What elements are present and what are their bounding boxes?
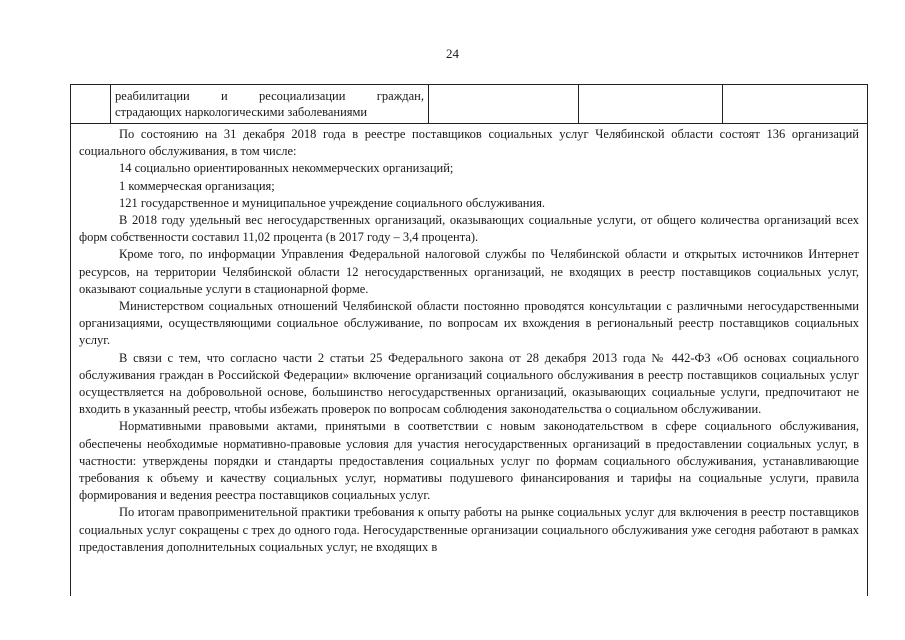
paragraph: По состоянию на 31 декабря 2018 года в реестре поставщиков социальных услуг Челябинской области состоят 136 организаций социального обслуживания, в том числе: — [79, 127, 859, 159]
paragraph: Кроме того, по информации Управления Федеральной налоговой службы по Челябинской области и открытых источников Интернет ресурсов, на территории Челябинской области 12 негосударственных организаций, не входящих в реестр поставщиков социальных услуг, оказывают социальные услуги в стационарной форме. — [79, 247, 859, 296]
paragraph-list-item: 1 коммерческая организация; — [119, 178, 275, 193]
document-frame — [70, 84, 868, 596]
table-cell-empty — [429, 85, 579, 123]
table-cell-number — [71, 85, 111, 123]
table-cell-text-line: реабилитации и ресоциализации граждан, — [115, 89, 424, 103]
table-cell-text-line: страдающих наркологическими заболеваниями — [115, 105, 368, 119]
table-cell-empty — [579, 85, 723, 123]
table-row — [71, 85, 867, 124]
page-number: 24 — [446, 46, 459, 61]
paragraph: Нормативными правовыми актами, принятыми в соответствии с новым законодательством в сфере социального обслуживания, обеспечены необходимые нормативно-правовые условия для участия негосударственных организаций в предоставлении социальных услуг, в частности: утверждены порядки и стандарты предоставления социальных услуг по формам социального обслуживания, устанавливающие требования к объему и качеству социальных услуг, нормативы подушевого финансирования и тарифы на социальные услуги, правила формирования и ведения реестра поставщиков социальных услуг. — [79, 419, 859, 503]
table-cell-empty — [723, 85, 868, 123]
paragraph: В связи с тем, что согласно части 2 статьи 25 Федерального закона от 28 декабря 2013 года № 442-ФЗ «Об основах социального обслуживания граждан в Российской Федерации» включение организаций социального обслуживания в реестр поставщиков социальных услуг осуществляется на добровольной основе, большинство негосударственных организаций, оказывающих социальные услуги, предпочитают не входить в указанный реестр, чтобы избежать проверок по вопросам соблюдения законодательства о социальном обслуживании. — [79, 350, 859, 417]
paragraph-list-item: 121 государственное и муниципальное учреждение социального обслуживания. — [119, 195, 546, 210]
table-cell-description — [111, 85, 429, 123]
paragraph: В 2018 году удельный вес негосударственных организаций, оказывающих социальные услуги, от общего количества организаций всех форм собственности составил 11,02 процента (в 2017 году – 3,4 процента). — [79, 213, 859, 245]
paragraph: Министерством социальных отношений Челябинской области постоянно проводятся консультации с различными негосударственными организациями, осуществляющими социальное обслуживание, по вопросам их вхождения в региональный реестр поставщиков социальных услуг. — [79, 299, 859, 348]
paragraph-list-item: 14 социально ориентированных некоммерческих организаций; — [119, 161, 454, 176]
paragraph: По итогам правоприменительной практики требования к опыту работы на рынке социальных услуг для включения в реестр поставщиков социальных услуг сокращены с трех до одного года. Негосударственные организации социального обслуживания уже сегодня работают в рамках предоставления дополнительных социальных услуг, не входящих в — [79, 505, 859, 554]
body-text — [71, 124, 867, 556]
